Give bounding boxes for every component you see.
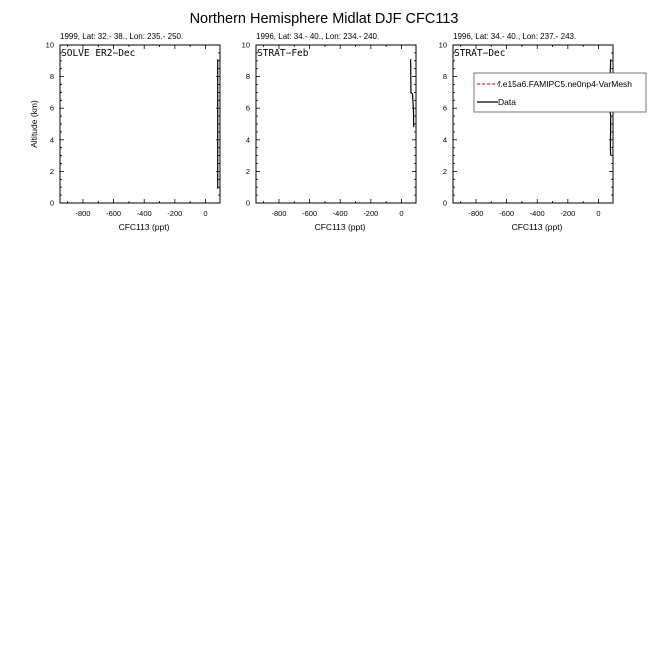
panel-subtitle: 1999, Lat: 32.- 38., Lon: 235.- 250. — [60, 32, 184, 41]
y-tick-label: 10 — [241, 40, 250, 50]
y-tick-label: 0 — [49, 198, 54, 208]
x-tick-label: 0 — [399, 209, 404, 218]
x-tick-label: -400 — [136, 209, 152, 218]
y-tick-label: 0 — [245, 198, 250, 208]
x-tick-label: -800 — [75, 209, 91, 218]
y-tick-label: 8 — [49, 72, 54, 82]
x-tick-label: -800 — [271, 209, 287, 218]
plot-frame — [453, 45, 613, 203]
y-tick-label: 6 — [49, 103, 54, 113]
x-tick-label: -600 — [302, 209, 318, 218]
panel-1 — [29, 32, 220, 232]
x-tick-label: -600 — [106, 209, 122, 218]
y-tick-label: 8 — [245, 72, 250, 82]
panel-2 — [242, 32, 416, 232]
figure-title: Northern Hemisphere Midlat DJF CFC113 — [189, 11, 459, 27]
series-line-data — [411, 59, 414, 127]
x-tick-label: -400 — [332, 209, 348, 218]
y-tick-label: 4 — [442, 135, 447, 145]
y-tick-label: 4 — [49, 135, 54, 145]
panel-label: SOLVE ER2−Dec — [61, 48, 136, 59]
y-tick-label: 8 — [442, 72, 447, 82]
x-tick-label: -600 — [499, 209, 515, 218]
x-axis-label: CFC113 (ppt) — [118, 222, 170, 232]
x-axis-label: CFC113 (ppt) — [511, 222, 563, 232]
legend-entry: Data — [498, 97, 516, 107]
x-tick-label: -200 — [167, 209, 183, 218]
y-tick-label: 10 — [45, 40, 54, 50]
y-axis-label: Altitude (km) — [29, 100, 39, 148]
panel-subtitle: 1996, Lat: 34.- 40., Lon: 237.- 243. — [453, 32, 577, 41]
panel-subtitle: 1996, Lat: 34.- 40., Lon: 234.- 240. — [256, 32, 380, 41]
y-tick-label: 4 — [245, 135, 250, 145]
x-axis-label: CFC113 (ppt) — [314, 222, 366, 232]
y-tick-label: 2 — [442, 166, 447, 176]
legend-entry: f.e15a6.FAMIPC5.ne0np4-VarMesh — [498, 79, 633, 89]
x-tick-label: 0 — [596, 209, 601, 218]
y-tick-label: 2 — [245, 166, 250, 176]
x-tick-label: -200 — [560, 209, 576, 218]
legend — [474, 73, 646, 112]
x-tick-label: -800 — [468, 209, 484, 218]
x-tick-label: -200 — [363, 209, 379, 218]
y-tick-label: 6 — [245, 103, 250, 113]
plot-frame — [256, 45, 416, 203]
y-tick-label: 0 — [442, 198, 447, 208]
x-tick-label: 0 — [203, 209, 208, 218]
y-tick-label: 2 — [49, 166, 54, 176]
y-tick-label: 10 — [438, 40, 447, 50]
panel-label: STRAT−Dec — [454, 48, 506, 59]
x-tick-label: -400 — [529, 209, 545, 218]
panel-label: STRAT−Feb — [257, 48, 309, 59]
panels — [29, 32, 613, 232]
panel-3 — [439, 32, 613, 232]
plot-frame — [60, 45, 220, 203]
y-tick-label: 6 — [442, 103, 447, 113]
